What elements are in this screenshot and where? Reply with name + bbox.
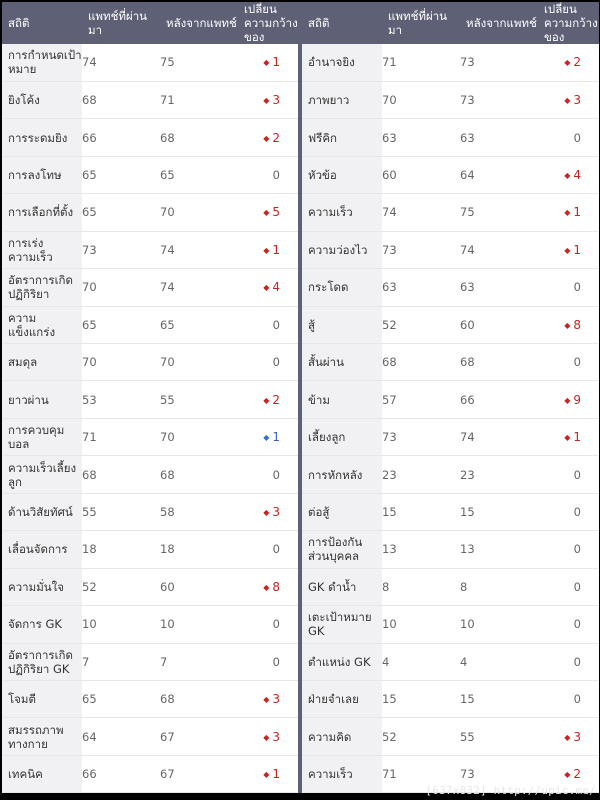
arrow-up-icon: ◆ [564,320,571,330]
stat-change-cell [538,493,599,530]
arrow-up-icon: ◆ [263,208,270,218]
stat-before-value: 64 [82,718,160,755]
table-row [2,381,599,418]
stat-after-value: 7 [160,643,238,680]
stat-after-value: 74 [460,418,538,455]
stat-after-value: 74 [160,269,238,306]
header-after-left: หลังจากแพทช์ [160,2,238,44]
stat-change-cell [538,643,599,680]
stat-change-cell [238,231,298,268]
stat-change-value: 4 [272,280,280,295]
table-row [2,306,599,343]
stat-name: ความเร็ว [302,755,382,792]
stat-name: สั้นผ่าน [302,344,382,381]
stat-name: เลื่อนจัดการ [2,531,82,568]
stat-name: ความเร็วเลี้ยงลูก [2,456,82,493]
stat-change-value: 3 [272,692,280,707]
stat-name: ฝ่ายจำเลย [302,680,382,717]
stat-before-value: 63 [382,119,460,156]
table-row [2,418,599,455]
stat-change-cell [538,418,599,455]
stat-before-value: 68 [82,81,160,118]
stat-change-cell [538,156,599,193]
table-header-row [2,2,599,44]
arrow-up-icon: ◆ [263,732,270,742]
stat-change-value: 0 [272,467,280,482]
stat-after-value: 73 [460,755,538,792]
stat-before-value: 8 [382,568,460,605]
stat-after-value: 60 [160,568,238,605]
table-row [2,81,599,118]
stat-before-value: 71 [82,418,160,455]
stat-name: ตำแหน่ง GK [302,643,382,680]
stat-change-value: 4 [573,168,581,183]
stat-change-value: 9 [573,392,581,407]
stat-change-value: 0 [573,280,581,295]
table-row [2,344,599,381]
arrow-up-icon: ◆ [564,770,571,780]
stat-change-cell [238,381,298,418]
stat-before-value: 73 [382,231,460,268]
stat-name: ยาวผ่าน [2,381,82,418]
stat-before-value: 10 [382,606,460,643]
stat-after-value: 63 [460,119,538,156]
stat-change-value: 0 [573,504,581,519]
stat-change-value: 0 [573,130,581,145]
stat-name: ภาพยาว [302,81,382,118]
stat-after-value: 15 [460,680,538,717]
stat-name: ความว่องไว [302,231,382,268]
arrow-up-icon: ◆ [564,58,571,68]
stat-change-cell [538,81,599,118]
arrow-up-icon: ◆ [263,58,270,68]
arrow-up-icon: ◆ [263,245,270,255]
stat-change-cell [538,718,599,755]
table-row [2,718,599,755]
stat-change-value: 0 [573,355,581,370]
arrow-up-icon: ◆ [564,732,571,742]
stat-name: อัตราการเกิดปฏิกิริยา GK [2,643,82,680]
stat-change-value: 1 [272,767,280,782]
stat-name: สมดุล [2,344,82,381]
stat-after-value: 68 [160,456,238,493]
arrow-up-icon: ◆ [263,283,270,293]
stat-before-value: 63 [382,269,460,306]
stat-before-value: 68 [382,344,460,381]
stats-table [2,2,599,793]
stat-name: ความคิด [302,718,382,755]
stat-before-value: 57 [382,381,460,418]
header-change-left: เปลี่ยนความกว้างของ [238,2,298,44]
stat-name: การป้องกันส่วนบุคคล [302,531,382,568]
stat-before-value: 74 [382,194,460,231]
header-after-right: หลังจากแพทช์ [460,2,538,44]
stat-before-value: 18 [82,531,160,568]
stat-change-cell [238,344,298,381]
stat-before-value: 52 [382,306,460,343]
stat-change-cell [238,718,298,755]
stat-change-cell [538,44,599,81]
table-row [2,156,599,193]
stat-after-value: 63 [460,269,538,306]
stat-change-cell [238,269,298,306]
arrow-up-icon: ◆ [263,582,270,592]
stat-before-value: 66 [82,119,160,156]
stat-after-value: 60 [460,306,538,343]
arrow-down-icon: ◆ [263,433,270,443]
stat-change-cell [238,755,298,792]
stat-change-cell [538,531,599,568]
stat-name: สู้ [302,306,382,343]
stat-before-value: 70 [82,344,160,381]
stat-change-cell [538,606,599,643]
arrow-up-icon: ◆ [263,695,270,705]
stat-before-value: 74 [82,44,160,81]
stat-name: หัวข้อ [302,156,382,193]
stat-change-value: 0 [573,617,581,632]
stat-change-value: 0 [272,542,280,557]
stat-name: ฟรีคิก [302,119,382,156]
stat-before-value: 73 [382,418,460,455]
stat-change-cell [238,44,298,81]
arrow-up-icon: ◆ [564,245,571,255]
stat-after-value: 73 [460,81,538,118]
stat-change-value: 0 [573,692,581,707]
stat-after-value: 10 [160,606,238,643]
stat-name: กระโดด [302,269,382,306]
table-row [2,119,599,156]
stat-change-cell [538,680,599,717]
stat-change-value: 0 [272,168,280,183]
stat-change-cell [238,418,298,455]
stat-before-value: 7 [82,643,160,680]
stat-after-value: 4 [460,643,538,680]
stat-before-value: 71 [382,755,460,792]
stat-after-value: 68 [160,680,238,717]
stat-before-value: 70 [82,269,160,306]
stat-before-value: 10 [82,606,160,643]
stat-change-value: 1 [272,242,280,257]
stat-change-cell [238,568,298,605]
stat-after-value: 18 [160,531,238,568]
stat-after-value: 70 [160,418,238,455]
stat-change-cell [238,606,298,643]
stat-change-value: 0 [272,654,280,669]
stat-after-value: 13 [460,531,538,568]
stat-after-value: 68 [160,119,238,156]
stat-change-cell [538,269,599,306]
table-row [2,194,599,231]
stat-name: การควบคุมบอล [2,418,82,455]
stat-change-value: 0 [272,355,280,370]
arrow-up-icon: ◆ [564,433,571,443]
stat-change-value: 3 [272,93,280,108]
stat-name: การหักหลัง [302,456,382,493]
stat-change-value: 2 [272,130,280,145]
stat-after-value: 65 [160,306,238,343]
stat-change-cell [538,456,599,493]
stat-after-value: 10 [460,606,538,643]
stat-change-value: 2 [573,55,581,70]
stat-change-cell [238,306,298,343]
stat-change-cell [238,456,298,493]
stat-change-cell [538,381,599,418]
stat-change-cell [238,493,298,530]
table-row [2,680,599,717]
stat-change-cell [238,194,298,231]
header-before-left: แพทช์ที่ผ่านมา [82,2,160,44]
stat-after-value: 64 [460,156,538,193]
table-row [2,606,599,643]
arrow-up-icon: ◆ [564,171,571,181]
stat-change-value: 3 [272,504,280,519]
stat-name: ข้าม [302,381,382,418]
header-before-right: แพทช์ที่ผ่านมา [382,2,460,44]
stat-change-cell [538,231,599,268]
stat-change-value: 8 [272,579,280,594]
header-change-right: เปลี่ยนความกว้างของ [538,2,599,44]
watermark-text: [637x832] http://upic.me/ [425,784,596,797]
stat-before-value: 4 [382,643,460,680]
arrow-up-icon: ◆ [263,96,270,106]
stat-before-value: 52 [82,568,160,605]
stat-name: โจมตี [2,680,82,717]
stat-before-value: 65 [82,680,160,717]
table-body [2,44,599,793]
stat-name: เตะเป้าหมาย GK [302,606,382,643]
stat-change-cell [238,119,298,156]
stat-before-value: 55 [82,493,160,530]
table-row [2,456,599,493]
stat-before-value: 60 [382,156,460,193]
stat-after-value: 55 [460,718,538,755]
stat-after-value: 67 [160,755,238,792]
stat-after-value: 65 [160,156,238,193]
stat-after-value: 58 [160,493,238,530]
stat-after-value: 67 [160,718,238,755]
stat-before-value: 71 [382,44,460,81]
stat-after-value: 70 [160,344,238,381]
table-row [2,231,599,268]
stat-change-value: 1 [272,430,280,445]
arrow-up-icon: ◆ [263,770,270,780]
stat-after-value: 23 [460,456,538,493]
table-row [2,44,599,81]
stat-change-value: 0 [573,579,581,594]
stat-change-value: 2 [573,767,581,782]
arrow-up-icon: ◆ [263,507,270,517]
stat-after-value: 75 [460,194,538,231]
stat-before-value: 13 [382,531,460,568]
arrow-up-icon: ◆ [564,208,571,218]
stat-name: ต่อสู้ [302,493,382,530]
stat-name: การลงโทษ [2,156,82,193]
stat-after-value: 75 [160,44,238,81]
stat-after-value: 55 [160,381,238,418]
stat-change-cell [538,568,599,605]
table-row [2,493,599,530]
stat-change-cell [538,306,599,343]
stat-before-value: 65 [82,156,160,193]
arrow-up-icon: ◆ [564,96,571,106]
table-row [2,568,599,605]
stat-change-value: 1 [272,55,280,70]
stat-before-value: 73 [82,231,160,268]
stat-change-cell [238,531,298,568]
stat-change-cell [538,119,599,156]
stat-change-cell [538,344,599,381]
stat-change-cell [238,643,298,680]
stat-before-value: 65 [82,306,160,343]
stat-after-value: 74 [160,231,238,268]
stat-after-value: 68 [460,344,538,381]
stat-change-value: 0 [573,542,581,557]
stat-change-value: 5 [272,205,280,220]
stat-name: ความมั่นใจ [2,568,82,605]
stat-name: ยิงโค้ง [2,81,82,118]
stat-name: เทคนิค [2,755,82,792]
stat-name: การระดมยิง [2,119,82,156]
table-row [2,643,599,680]
header-stat-right: สถิติ [302,2,382,44]
stat-after-value: 71 [160,81,238,118]
stat-name: ความเร็ว [302,194,382,231]
stat-change-value: 3 [573,93,581,108]
stat-before-value: 15 [382,680,460,717]
stat-before-value: 65 [82,194,160,231]
stat-before-value: 15 [382,493,460,530]
stat-change-value: 0 [573,467,581,482]
stat-change-value: 2 [272,392,280,407]
stat-name: สมรรถภาพทางกาย [2,718,82,755]
stat-name: GK ดำน้ำ [302,568,382,605]
arrow-up-icon: ◆ [564,395,571,405]
header-stat-left: สถิติ [2,2,82,44]
stat-after-value: 70 [160,194,238,231]
stat-name: เลี้ยงลูก [302,418,382,455]
table-row [2,531,599,568]
table-row [2,269,599,306]
stat-after-value: 8 [460,568,538,605]
stat-after-value: 73 [460,44,538,81]
stat-change-value: 8 [573,317,581,332]
stat-after-value: 15 [460,493,538,530]
stat-change-value: 0 [573,654,581,669]
stat-name: จัดการ GK [2,606,82,643]
stat-name: ความแข็งแกร่ง [2,306,82,343]
stat-before-value: 52 [382,718,460,755]
stat-name: การเลือกที่ตั้ง [2,194,82,231]
stat-change-value: 0 [272,617,280,632]
stat-name: อำนาจยิง [302,44,382,81]
stat-before-value: 23 [382,456,460,493]
stat-before-value: 53 [82,381,160,418]
stat-change-value: 1 [573,430,581,445]
arrow-up-icon: ◆ [263,133,270,143]
stat-before-value: 66 [82,755,160,792]
stat-change-value: 1 [573,205,581,220]
stat-change-value: 3 [573,729,581,744]
stat-name: การกำหนดเป้าหมาย [2,44,82,81]
stat-after-value: 74 [460,231,538,268]
stat-change-value: 0 [272,317,280,332]
stat-change-cell [238,81,298,118]
stat-change-cell [238,156,298,193]
stat-change-cell [538,194,599,231]
stat-name: ด้านวิสัยทัศน์ [2,493,82,530]
stat-name: การเร่งความเร็ว [2,231,82,268]
arrow-up-icon: ◆ [263,395,270,405]
stat-change-value: 3 [272,729,280,744]
stat-name: อัตราการเกิดปฏิกิริยา [2,269,82,306]
stat-before-value: 70 [382,81,460,118]
stat-change-cell [238,680,298,717]
stat-after-value: 66 [460,381,538,418]
stat-change-value: 1 [573,242,581,257]
stat-before-value: 68 [82,456,160,493]
